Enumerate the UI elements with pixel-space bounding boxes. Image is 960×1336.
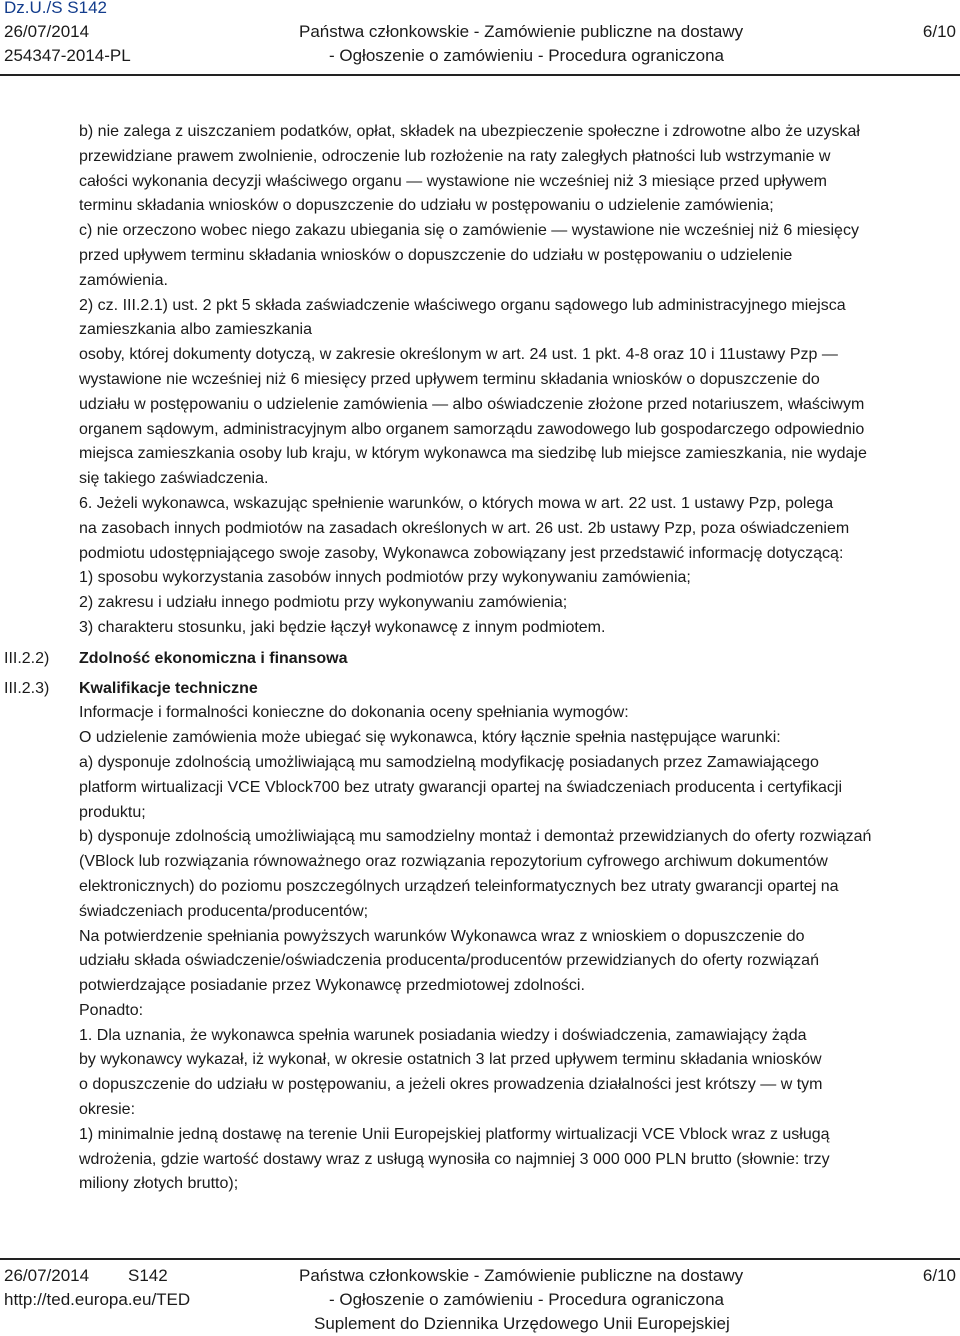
doc-reference: Dz.U./S S142 xyxy=(4,0,107,17)
notice-id: 254347-2014-PL xyxy=(4,46,131,65)
header-divider xyxy=(0,74,960,76)
document-body xyxy=(79,120,957,1197)
requirements-paragraph: b) nie zalega z uiszczaniem podatków, opłat, składek na ubezpieczenie społeczne i zdrowotne albo że uzyskał przewidziane prawem zwolnienie, odroczenie lub rozłożenie na raty zaległych płatności lub wstrzymanie w całości wykonania decyzji właściwego organu — wystawione nie wcześniej niż 3 miesiące przed upływem terminu składania wniosków o dopuszczenie do udziału w postępowaniu o udzielenie zamówienia; c) nie orzeczono wobec niego zakazu ubiegania się o zamówienie — wystawione nie wcześniej niż 6 miesięcy przed upływem terminu składania wniosków o dopuszczenie do udziału w postępowaniu o udzielenie zamówienia. 2) cz. III.2.1) ust. 2 pkt 5 składa zaświadczenie właściwego organu sądowego lub administracyjnego miejsca zamieszkania albo zamieszkania osoby, której dokumenty dotyczą, w zakresie określonym w art. 24 ust. 1 pkt. 4-8 oraz 10 i 11ustawy Pzp — wystawione nie wcześniej niż 6 miesięcy przed upływem terminu składania wniosków o dopuszczenie do udziału w postępowaniu o udzielenie zamówienia — albo oświadczenie złożone przed notariuszem, właściwym organem sądowym, administracyjnym albo organem samorządu zawodowego lub gospodarczego odpowiednio miejsca zamieszkania osoby lub kraju, w którym wykonawca ma siedzibę lub miejsce zamieszkania, nie wydaje się takiego zaświadczenia. 6. Jeżeli wykonawca, wskazując spełnienie warunków, o których mowa w art. 22 ust. 1 ustawy Pzp, polega na zasobach innych podmiotów na zasadach określonych w art. 26 ust. 2b ustawy Pzp, poza oświadczeniem podmiotu udostępniającego swoje zasoby, Wykonawca zobowiązany jest przedstawić informację dotyczącą: 1) sposobu wykorzystania zasobów innych podmiotów przy wykonywaniu zamówienia; 2) zakresu i udziału innego podmiotu przy wykonywaniu zamówienia; 3) charakteru stosunku, jaki będzie łączył wykonawcę z innym podmiotem. xyxy=(79,123,867,636)
header-title-line1: Państwa członkowskie - Zamówienie publiczne na dostawy xyxy=(299,22,744,41)
header-date: 26/07/2014 xyxy=(4,22,90,41)
footer-title-line2: - Ogłoszenie o zamówieniu - Procedura ograniczona xyxy=(329,1290,724,1309)
footer-title-line1: Państwa członkowskie - Zamówienie publiczne na dostawy xyxy=(299,1266,744,1285)
section-label-iii-2-2: III.2.2) xyxy=(4,650,50,667)
page-footer xyxy=(0,1262,960,1334)
footer-page-number: 6/10 xyxy=(922,1266,956,1285)
heading-economic-capacity: Zdolność ekonomiczna i finansowa xyxy=(79,649,348,667)
footer-title-line3: Suplement do Dziennika Urzędowego Unii Europejskiej xyxy=(314,1314,730,1333)
header-page-number: 6/10 xyxy=(922,22,956,41)
footer-series: S142 xyxy=(128,1266,168,1285)
footer-date: 26/07/2014 xyxy=(4,1266,90,1285)
header-title-line2: - Ogłoszenie o zamówieniu - Procedura ograniczona xyxy=(329,46,724,65)
page-header xyxy=(0,0,960,70)
technical-requirements-paragraph: Informacje i formalności konieczne do dokonania oceny spełniania wymogów: O udzielenie zamówienia może ubiegać się wykonawca, który łącznie spełnia następujące warunki: a) dysponuje zdolnością umożliwiającą mu samodzielną modyfikację posiadanych przez Zamawiającego platform wirtualizacji VCE Vblock700 bez utraty gwarancji opartej na świadczeniach producenta i certyfikacji produktu; b) dysponuje zdolnością umożliwiającą mu samodzielny montaż i demontaż przewidzianych do oferty rozwiązań (VBlock lub rozwiązania równoważnego oraz rozwiązania repozytorium cyfrowego archiwum dokumentów elektronicznych) do poziomu poszczególnych urządzeń teleinformatycznych bez utraty gwarancji opartej na świadczeniach producenta/producentów; Na potwierdzenie spełniania powyższych warunków Wykonawca wraz z wnioskiem o dopuszczenie do udziału składa oświadczenie/oświadczenia producenta/producentów przewidzianych do oferty rozwiązań potwierdzające posiadanie przez Wykonawcę przedmiotowej zdolności. Ponadto: 1. Dla uznania, że wykonawca spełnia warunek posiadania wiedzy i doświadczenia, zamawiający żąda by wykonawcy wykazał, iż wykonał, w okresie ostatnich 3 lat przed upływem terminu składania wniosków o dopuszczenie do udziału w postępowaniu, a jeżeli okres prowadzenia działalności jest krótszy — w tym okresie: 1) minimalnie jedną dostawę na terenie Unii Europejskiej platformy wirtualizacji VCE Vblock wraz z usługą wdrożenia, gdzie wartość dostawy wraz z usługą wynosiła co najmniej 3 000 000 PLN brutto (słownie: trzy miliony złotych brutto); xyxy=(79,704,872,1193)
footer-url: http://ted.europa.eu/TED xyxy=(4,1290,191,1309)
footer-divider xyxy=(0,1258,960,1260)
heading-technical-qualifications: Kwalifikacje techniczne xyxy=(79,679,258,697)
section-label-iii-2-3: III.2.3) xyxy=(4,680,50,697)
